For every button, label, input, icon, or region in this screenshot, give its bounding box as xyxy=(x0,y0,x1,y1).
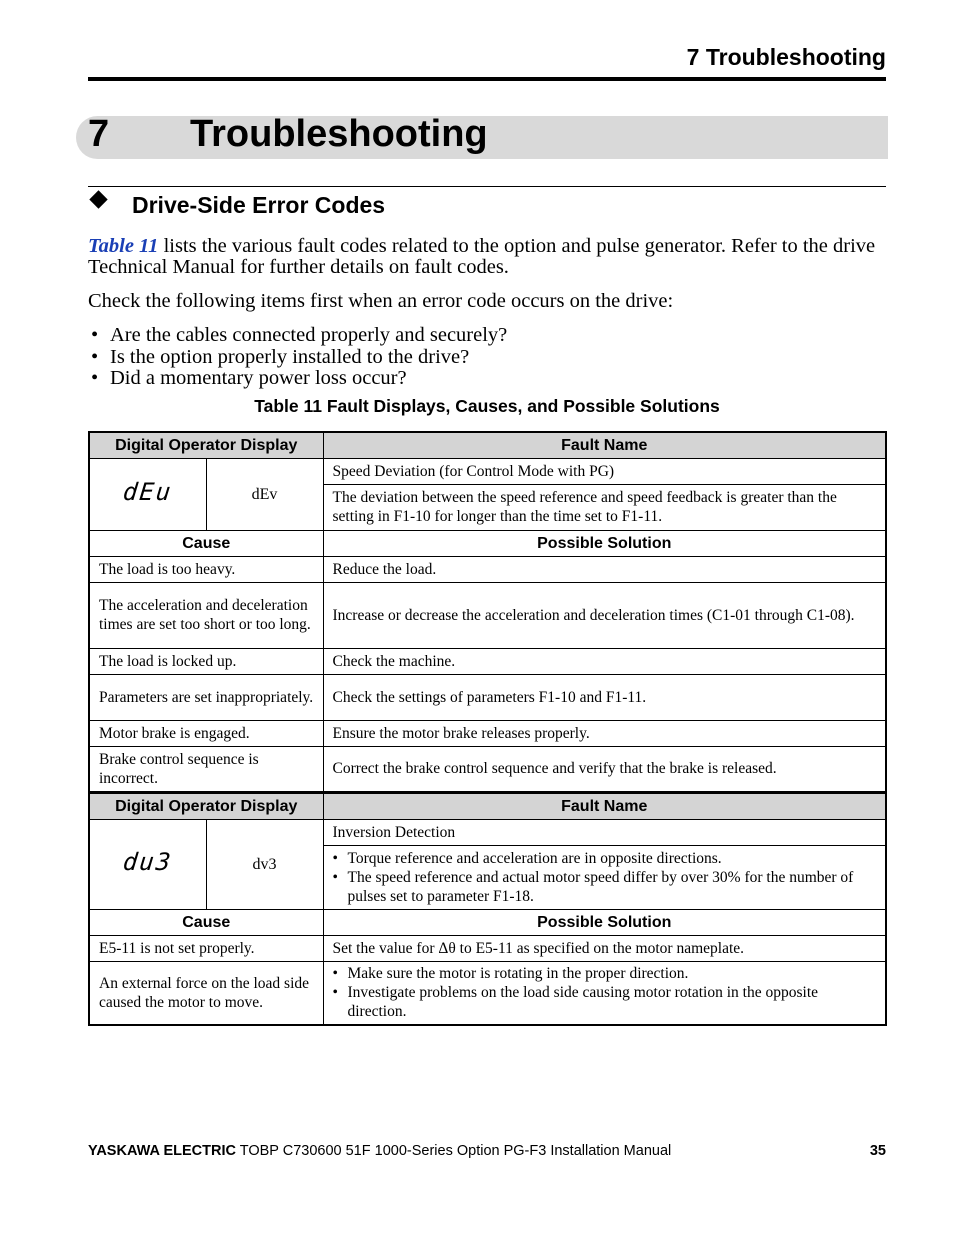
table-reference-link[interactable]: Table 11 xyxy=(88,235,159,257)
intro-text: lists the various fault codes related to the option and pulse generator. Refer to the drive Technical Manual for further details on fault codes. xyxy=(88,235,876,278)
table-row xyxy=(89,961,886,1025)
cause-cell: The acceleration and deceleration times are set too short or too long. xyxy=(89,582,323,648)
solution-cell: Ensure the motor brake releases properly. xyxy=(323,720,886,746)
section-rule xyxy=(88,186,886,187)
solution-cell: Check the settings of parameters F1-10 and F1-11. xyxy=(323,674,886,720)
solution-cell: Reduce the load. xyxy=(323,556,886,582)
fault-description xyxy=(323,845,886,909)
header-display: Digital Operator Display xyxy=(89,432,323,458)
solution-cell: Increase or decrease the acceleration and deceleration times (C1-01 through C1-08). xyxy=(323,582,886,648)
fault-description: The deviation between the speed reference and speed feedback is greater than the setting in F1-10 for longer than the time set to F1-11. xyxy=(323,484,886,530)
fault-code: dv3 xyxy=(206,819,323,909)
solution-cell: Check the machine. xyxy=(323,648,886,674)
header-fault-name: Fault Name xyxy=(323,432,886,458)
table-caption: Table 11 Fault Displays, Causes, and Possible Solutions xyxy=(254,396,720,416)
solution-item: • Investigate problems on the load side causing motor rotation in the opposite direction. xyxy=(333,983,877,1021)
table-row xyxy=(89,935,886,961)
fault-name: Speed Deviation (for Control Mode with PG) xyxy=(323,458,886,484)
solution-item: • Make sure the motor is rotating in the proper direction. xyxy=(333,964,877,983)
fault-table-dev xyxy=(88,431,887,793)
description-item: • The speed reference and actual motor speed differ by over 30% for the number of pulses set to parameter F1-18. xyxy=(333,868,877,906)
cause-cell: An external force on the load side caused the motor to move. xyxy=(89,961,323,1025)
table-row xyxy=(89,674,886,720)
cause-cell: Brake control sequence is incorrect. xyxy=(89,746,323,792)
table-row xyxy=(89,582,886,648)
page-number: 35 xyxy=(869,1143,886,1159)
check-paragraph: Check the following items first when an error code occurs on the drive: xyxy=(88,290,674,312)
solution-cell: Correct the brake control sequence and verify that the brake is released. xyxy=(323,746,886,792)
description-item: • Torque reference and acceleration are in opposite directions. xyxy=(333,849,877,868)
running-header: 7 Troubleshooting xyxy=(686,44,886,70)
chapter-title: Troubleshooting xyxy=(190,113,488,155)
segment-display-text: du3 xyxy=(121,848,174,876)
solution-cell: Set the value for Δθ to E5-11 as specified on the motor nameplate. xyxy=(323,935,886,961)
diamond-bullet-icon xyxy=(89,190,107,208)
header-solution: Possible Solution xyxy=(323,909,886,935)
table-row xyxy=(89,746,886,792)
fault-table-dv3 xyxy=(88,792,887,1026)
cause-cell: The load is locked up. xyxy=(89,648,323,674)
segment-display-text: dEu xyxy=(121,478,174,506)
section-title: Drive-Side Error Codes xyxy=(132,192,386,218)
chapter-number: 7 xyxy=(88,113,110,155)
table-row xyxy=(89,720,886,746)
check-item: • Is the option properly installed to the drive? xyxy=(88,347,888,369)
header-rule xyxy=(88,77,886,81)
intro-paragraph xyxy=(88,236,888,278)
cause-cell: E5-11 is not set properly. xyxy=(89,935,323,961)
check-item: • Are the cables connected properly and securely? xyxy=(88,325,888,347)
cause-cell: The load is too heavy. xyxy=(89,556,323,582)
footer-doc-title: TOBP C730600 51F 1000-Series Option PG-F3 Installation Manual xyxy=(235,1143,672,1159)
header-fault-name: Fault Name xyxy=(323,793,886,819)
cause-cell: Motor brake is engaged. xyxy=(89,720,323,746)
check-item: • Did a momentary power loss occur? xyxy=(88,368,888,390)
fault-code: dEv xyxy=(206,458,323,530)
table-row xyxy=(89,556,886,582)
fault-name: Inversion Detection xyxy=(323,819,886,845)
solution-cell xyxy=(323,961,886,1025)
footer-document-info xyxy=(88,1143,671,1159)
footer-brand: YASKAWA ELECTRIC xyxy=(88,1143,236,1159)
header-cause: Cause xyxy=(89,909,323,935)
header-display: Digital Operator Display xyxy=(89,793,323,819)
header-cause: Cause xyxy=(89,530,323,556)
header-solution: Possible Solution xyxy=(323,530,886,556)
check-list xyxy=(88,325,888,390)
segment-display xyxy=(89,819,206,909)
cause-cell: Parameters are set inappropriately. xyxy=(89,674,323,720)
table-row xyxy=(89,648,886,674)
segment-display xyxy=(89,458,206,530)
